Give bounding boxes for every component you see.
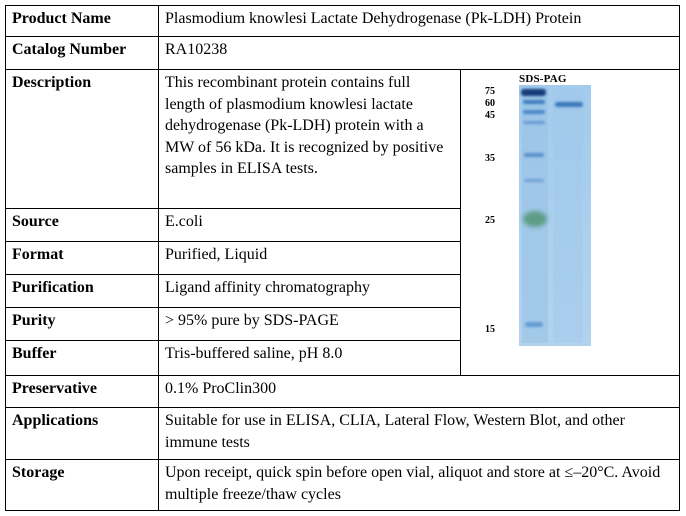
- row-product-name: [6, 6, 680, 37]
- source-label: Source: [6, 209, 159, 242]
- format-value: Purified, Liquid: [159, 242, 461, 275]
- row-catalog-number: [6, 37, 680, 70]
- applications-label: Applications: [6, 408, 159, 460]
- marker-label-15: 15: [485, 324, 495, 335]
- row-storage: [6, 460, 680, 511]
- catalog-number-label: Catalog Number: [6, 37, 159, 70]
- purity-value: > 95% pure by SDS-PAGE: [159, 308, 461, 341]
- purification-value: Ligand affinity chromatography: [159, 275, 461, 308]
- purity-label: Purity: [6, 308, 159, 341]
- product-name-value: Plasmodium knowlesi Lactate Dehydrogenase (Pk-LDH) Protein: [159, 6, 680, 37]
- ladder-band-25-green: [523, 211, 547, 227]
- ladder-band-35: [524, 153, 544, 157]
- gel-svg: [467, 72, 680, 372]
- description-value: This recombinant protein contains full length of plasmodium knowlesi lactate dehydrogenase (Pk-LDH) protein with a MW of 56 kDa. It is recognized by positive samples in ELISA tests.: [159, 70, 461, 209]
- ladder-band-40: [523, 121, 545, 124]
- purification-label: Purification: [6, 275, 159, 308]
- ladder-band-30: [524, 179, 544, 182]
- preservative-label: Preservative: [6, 376, 159, 408]
- gel-figure: [467, 72, 673, 375]
- ladder-band-60: [523, 100, 545, 104]
- row-preservative: [6, 376, 680, 408]
- storage-value: Upon receipt, quick spin before open vial, aliquot and store at ≤–20°C. Avoid multiple freeze/thaw cycles: [159, 460, 680, 511]
- marker-label-60: 60: [485, 98, 495, 109]
- product-name-label: Product Name: [6, 6, 159, 37]
- ladder-band-75: [521, 89, 546, 96]
- buffer-label: Buffer: [6, 341, 159, 376]
- gel-title: SDS-PAG: [519, 73, 567, 85]
- marker-label-75: 75: [485, 86, 495, 97]
- ladder-band-15: [525, 322, 543, 327]
- row-applications: [6, 408, 680, 460]
- marker-label-25: 25: [485, 215, 495, 226]
- catalog-number-value: RA10238: [159, 37, 680, 70]
- storage-label: Storage: [6, 460, 159, 511]
- sample-band-56kda: [555, 102, 583, 107]
- product-spec-table: [5, 5, 680, 511]
- marker-label-35: 35: [485, 153, 495, 164]
- marker-label-45: 45: [485, 110, 495, 121]
- preservative-value: 0.1% ProClin300: [159, 376, 680, 408]
- format-label: Format: [6, 242, 159, 275]
- source-value: E.coli: [159, 209, 461, 242]
- applications-value: Suitable for use in ELISA, CLIA, Lateral Flow, Western Blot, and other immune tests: [159, 408, 680, 460]
- gel-image-cell: [461, 70, 680, 376]
- row-description: [6, 70, 680, 209]
- buffer-value: Tris-buffered saline, pH 8.0: [159, 341, 461, 376]
- description-label: Description: [6, 70, 159, 209]
- ladder-band-45: [523, 110, 545, 114]
- sample-lane: [553, 88, 583, 343]
